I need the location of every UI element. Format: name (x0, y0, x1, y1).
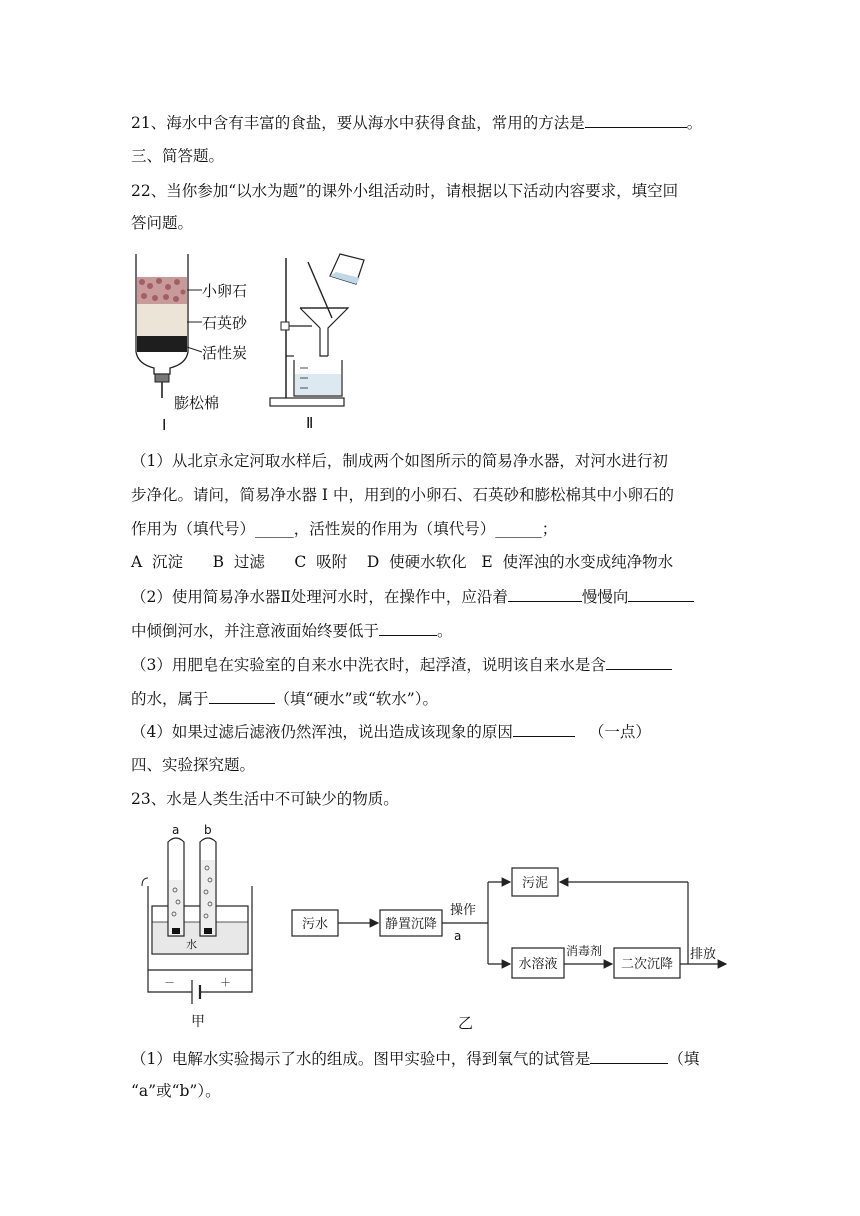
q23-stem: 23、水是人类生活中不可缺少的物质。 (131, 790, 399, 808)
q22-stem-line1: 22、当你参加“以水为题”的课外小组活动时，请根据以下活动内容要求，填空回 (131, 182, 679, 200)
label-activated-carbon: 活性炭 (202, 344, 248, 362)
figure-purifier-1 (126, 252, 256, 434)
figure-electrolysis (134, 820, 264, 1032)
label-quartz-sand: 石英砂 (202, 314, 248, 332)
tube-b-label: b (204, 823, 212, 837)
operation-a-label: a (454, 929, 462, 943)
q22-part4-blank[interactable] (513, 720, 575, 737)
q22-part3-text-b: 的水，属于 (131, 690, 209, 708)
q22-part4 (131, 720, 651, 743)
q23-part1-line2: “a”或“b”）。 (131, 1082, 221, 1100)
box-sewage-label: 污水 (301, 917, 329, 932)
q22-part2-text-a: （2）使用简易净水器Ⅱ处理河水时，在操作中，应沿着 (131, 588, 508, 606)
figure-yi-caption: 乙 (458, 1014, 474, 1032)
q22-part2-blank-1[interactable] (508, 585, 582, 602)
figure-filtration-apparatus (264, 248, 374, 434)
q21-line (131, 111, 702, 134)
q22-part3-blank-2[interactable] (209, 687, 275, 704)
label-pebbles: 小卵石 (202, 282, 248, 300)
q22-part3-line1 (131, 653, 672, 676)
figure-wastewater-flow (286, 848, 736, 1034)
q22-part2-line2 (131, 619, 453, 642)
q21-end: 。 (686, 114, 703, 132)
label-cotton: 膨松棉 (174, 394, 220, 412)
q22-part4-text-a: （4）如果过滤后滤液仍然浑浊，说出造成该现象的原因 (131, 723, 513, 741)
q22-stem-line2: 答问题。 (131, 214, 194, 232)
box-settling-label: 静置沉降 (384, 917, 438, 932)
q22-part2-text-c: 中倾倒河水，并注意液面始终要低于 (131, 622, 380, 640)
section-3-heading: 三、简答题。 (131, 147, 225, 165)
q21-answer-blank[interactable] (585, 111, 687, 128)
q22-options: A 沉淀 B 过滤 C 吸附 D 使硬水软化 E 使浑浊的水变成纯净物水 (131, 553, 674, 571)
q22-part2-blank-2[interactable] (628, 585, 694, 602)
water-label: 水 (186, 938, 197, 951)
plus-label: ＋ (220, 976, 231, 989)
q22-part3-text-a: （3）用肥皂在实验室的自来水中洗衣时，起浮渣，说明该自来水是含 (131, 656, 606, 674)
q23-part1-text-b: （填 (668, 1050, 700, 1068)
box-secondary-settling-label: 二次沉降 (620, 957, 674, 972)
q22-part2-text-b: 慢慢向 (581, 588, 629, 606)
q23-part1-text-a: （1）电解水实验揭示了水的组成。图甲实验中，得到氧气的试管是 (131, 1050, 591, 1068)
minus-label: － (164, 976, 175, 989)
q22-part1-line1: （1）从北京永定河取水样后，制成两个如图所示的简易净水器，对河水进行初 (131, 452, 668, 470)
q22-part2-text-d: 。 (437, 622, 453, 640)
q21-text: 21、海水中含有丰富的食盐，要从海水中获得食盐，常用的方法是 (131, 114, 585, 132)
q22-part1-line2: 步净化。请问，简易净水器 I 中，用到的小卵石、石英砂和膨松棉其中小卵石的 (131, 486, 674, 504)
figure-1-caption: I (162, 416, 167, 434)
disinfectant-label: 消毒剂 (566, 944, 603, 958)
q23-part1-blank[interactable] (590, 1047, 668, 1064)
box-sludge-label: 污泥 (521, 876, 549, 891)
q23-part1-line1 (131, 1047, 699, 1070)
tube-a-label: a (172, 823, 180, 837)
operation-label: 操作 (450, 903, 477, 918)
figure-jia-caption: 甲 (191, 1014, 205, 1030)
discharge-label: 排放 (690, 947, 717, 962)
figure-2-caption: Ⅱ (306, 414, 314, 432)
q22-part3-blank-1[interactable] (606, 653, 672, 670)
section-4-heading: 四、实验探究题。 (131, 756, 256, 774)
q22-part1-line3: 作用为（填代号）_____，活性炭的作用为（填代号）______； (131, 520, 558, 538)
q22-part4-text-b: （一点） (588, 723, 651, 741)
q22-part2-line1 (131, 585, 694, 608)
q22-part2-blank-3[interactable] (379, 619, 437, 636)
q22-part3-line2 (131, 687, 438, 710)
q22-part3-text-c: （填“硬水”或“软水”）。 (274, 690, 438, 708)
box-solution-label: 水溶液 (518, 957, 558, 972)
